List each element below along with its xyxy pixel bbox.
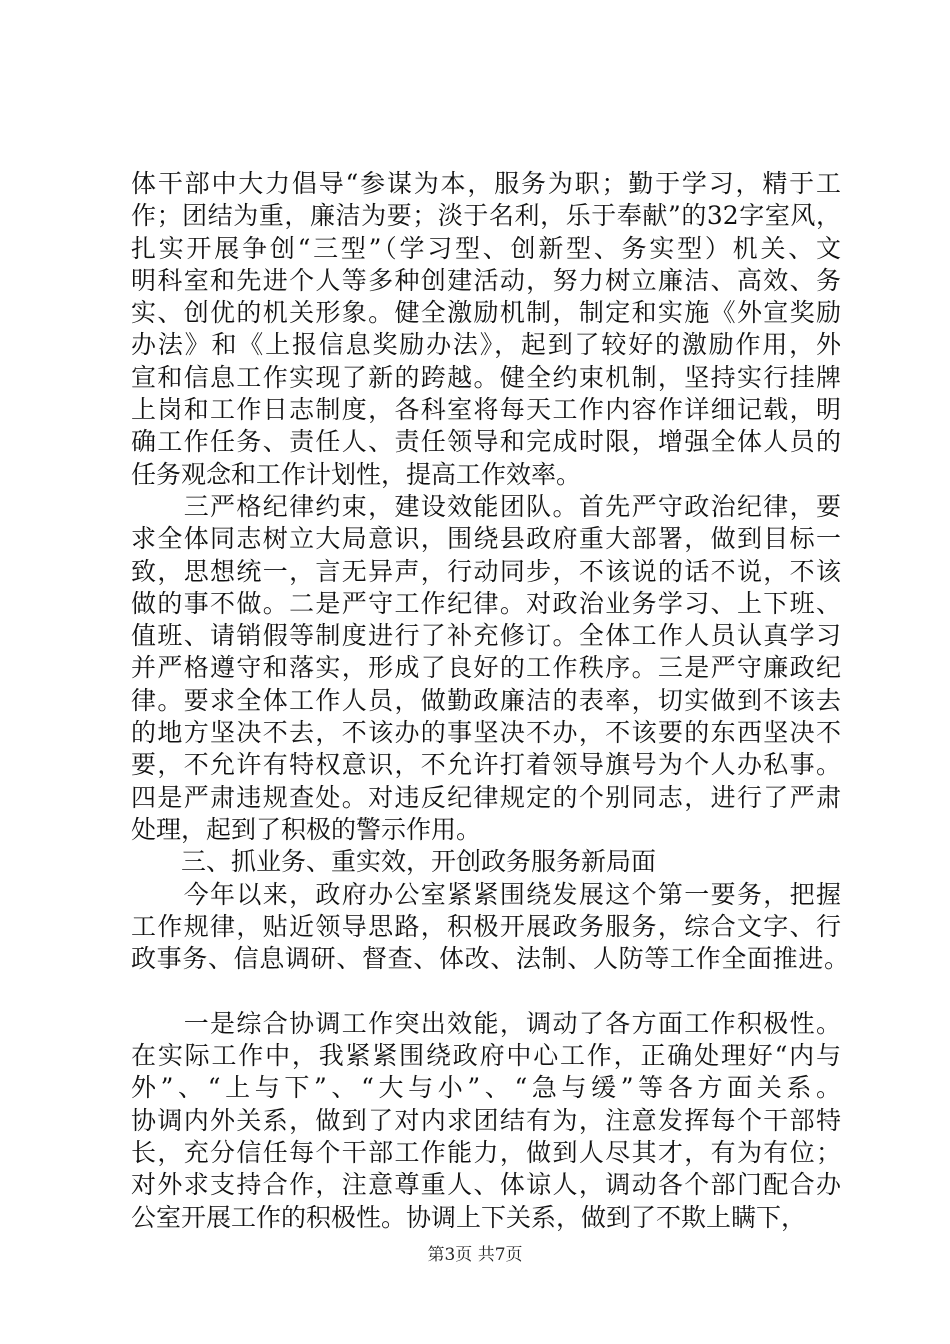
text-line: 任务观念和工作计划性，提高工作效率。 <box>131 459 582 489</box>
text-line: 确工作任务、责任人、责任领导和完成时限，增强全体人员的 <box>131 427 841 457</box>
text-line: 作；团结为重，廉洁为要；淡于名利，乐于奉献”的32字室风， <box>131 201 841 231</box>
text-line: 公室开展工作的积极性。协调上下关系，做到了不欺上瞒下， <box>131 1202 807 1232</box>
text-line: 处理，起到了积极的警示作用。 <box>131 814 482 844</box>
text-line: 一是综合协调工作突出效能，调动了各方面工作积极性。 <box>131 1008 841 1038</box>
text-line: 协调内外关系，做到了对内求团结有为，注意发挥每个干部特 <box>131 1105 841 1135</box>
text-line: 对外求支持合作，注意尊重人、体谅人，调动各个部门配合办 <box>131 1170 841 1200</box>
text-line: 的地方坚决不去，不该办的事坚决不办，不该要的东西坚决不 <box>131 718 841 748</box>
text-line: 扎实开展争创“三型”（学习型、创新型、务实型）机关、文 <box>131 233 841 263</box>
text-line: 四是严肃违规查处。对违反纪律规定的个别同志，进行了严肃 <box>131 782 841 812</box>
text-line: 并严格遵守和落实，形成了良好的工作秩序。三是严守廉政纪 <box>131 653 841 683</box>
text-line: 外”、“上与下”、“大与小”、“急与缓”等各方面关系。 <box>131 1073 841 1103</box>
text-line: 明科室和先进个人等多种创建活动，努力树立廉洁、高效、务 <box>131 265 841 295</box>
section-heading: 三、抓业务、重实效，开创政务服务新局面 <box>131 847 657 877</box>
text-line: 致，思想统一，言无异声，行动同步，不该说的话不说，不该 <box>131 556 841 586</box>
text-line: 实、创优的机关形象。健全激励机制，制定和实施《外宣奖励 <box>131 298 841 328</box>
text-line: 在实际工作中，我紧紧围绕政府中心工作，正确处理好“内与 <box>131 1041 841 1071</box>
text-line: 三严格纪律约束，建设效能团队。首先严守政治纪律，要 <box>131 491 841 521</box>
text-line: 做的事不做。二是严守工作纪律。对政治业务学习、上下班、 <box>131 588 841 618</box>
text-line: 宣和信息工作实现了新的跨越。健全约束机制，坚持实行挂牌 <box>131 362 841 392</box>
paragraph-gap <box>131 975 841 1007</box>
text-line: 值班、请销假等制度进行了补充修订。全体工作人员认真学习 <box>131 621 841 651</box>
text-line: 工作规律，贴近领导思路，积极开展政务服务，综合文字、行 <box>131 911 841 941</box>
page-number: 第3页 共7页 <box>427 1245 523 1265</box>
text-line: 要，不允许有特权意识，不允许打着领导旗号为个人办私事。 <box>131 750 841 780</box>
document-body <box>131 168 849 1234</box>
text-line: 今年以来，政府办公室紧紧围绕发展这个第一要务，把握 <box>131 879 841 909</box>
text-line: 办法》和《上报信息奖励办法》，起到了较好的激励作用，外 <box>131 330 841 360</box>
text-line: 求全体同志树立大局意识，围绕县政府重大部署，做到目标一 <box>131 524 841 554</box>
text-line: 政事务、信息调研、督查、体改、法制、人防等工作全面推进。 <box>131 944 849 974</box>
text-line: 体干部中大力倡导“参谋为本，服务为职；勤于学习，精于工 <box>131 169 841 198</box>
text-line: 长，充分信任每个干部工作能力，做到人尽其才，有为有位； <box>131 1137 841 1167</box>
text-line: 律。要求全体工作人员，做勤政廉洁的表率，切实做到不该去 <box>131 685 841 715</box>
text-line: 上岗和工作日志制度，各科室将每天工作内容作详细记载，明 <box>131 395 841 425</box>
